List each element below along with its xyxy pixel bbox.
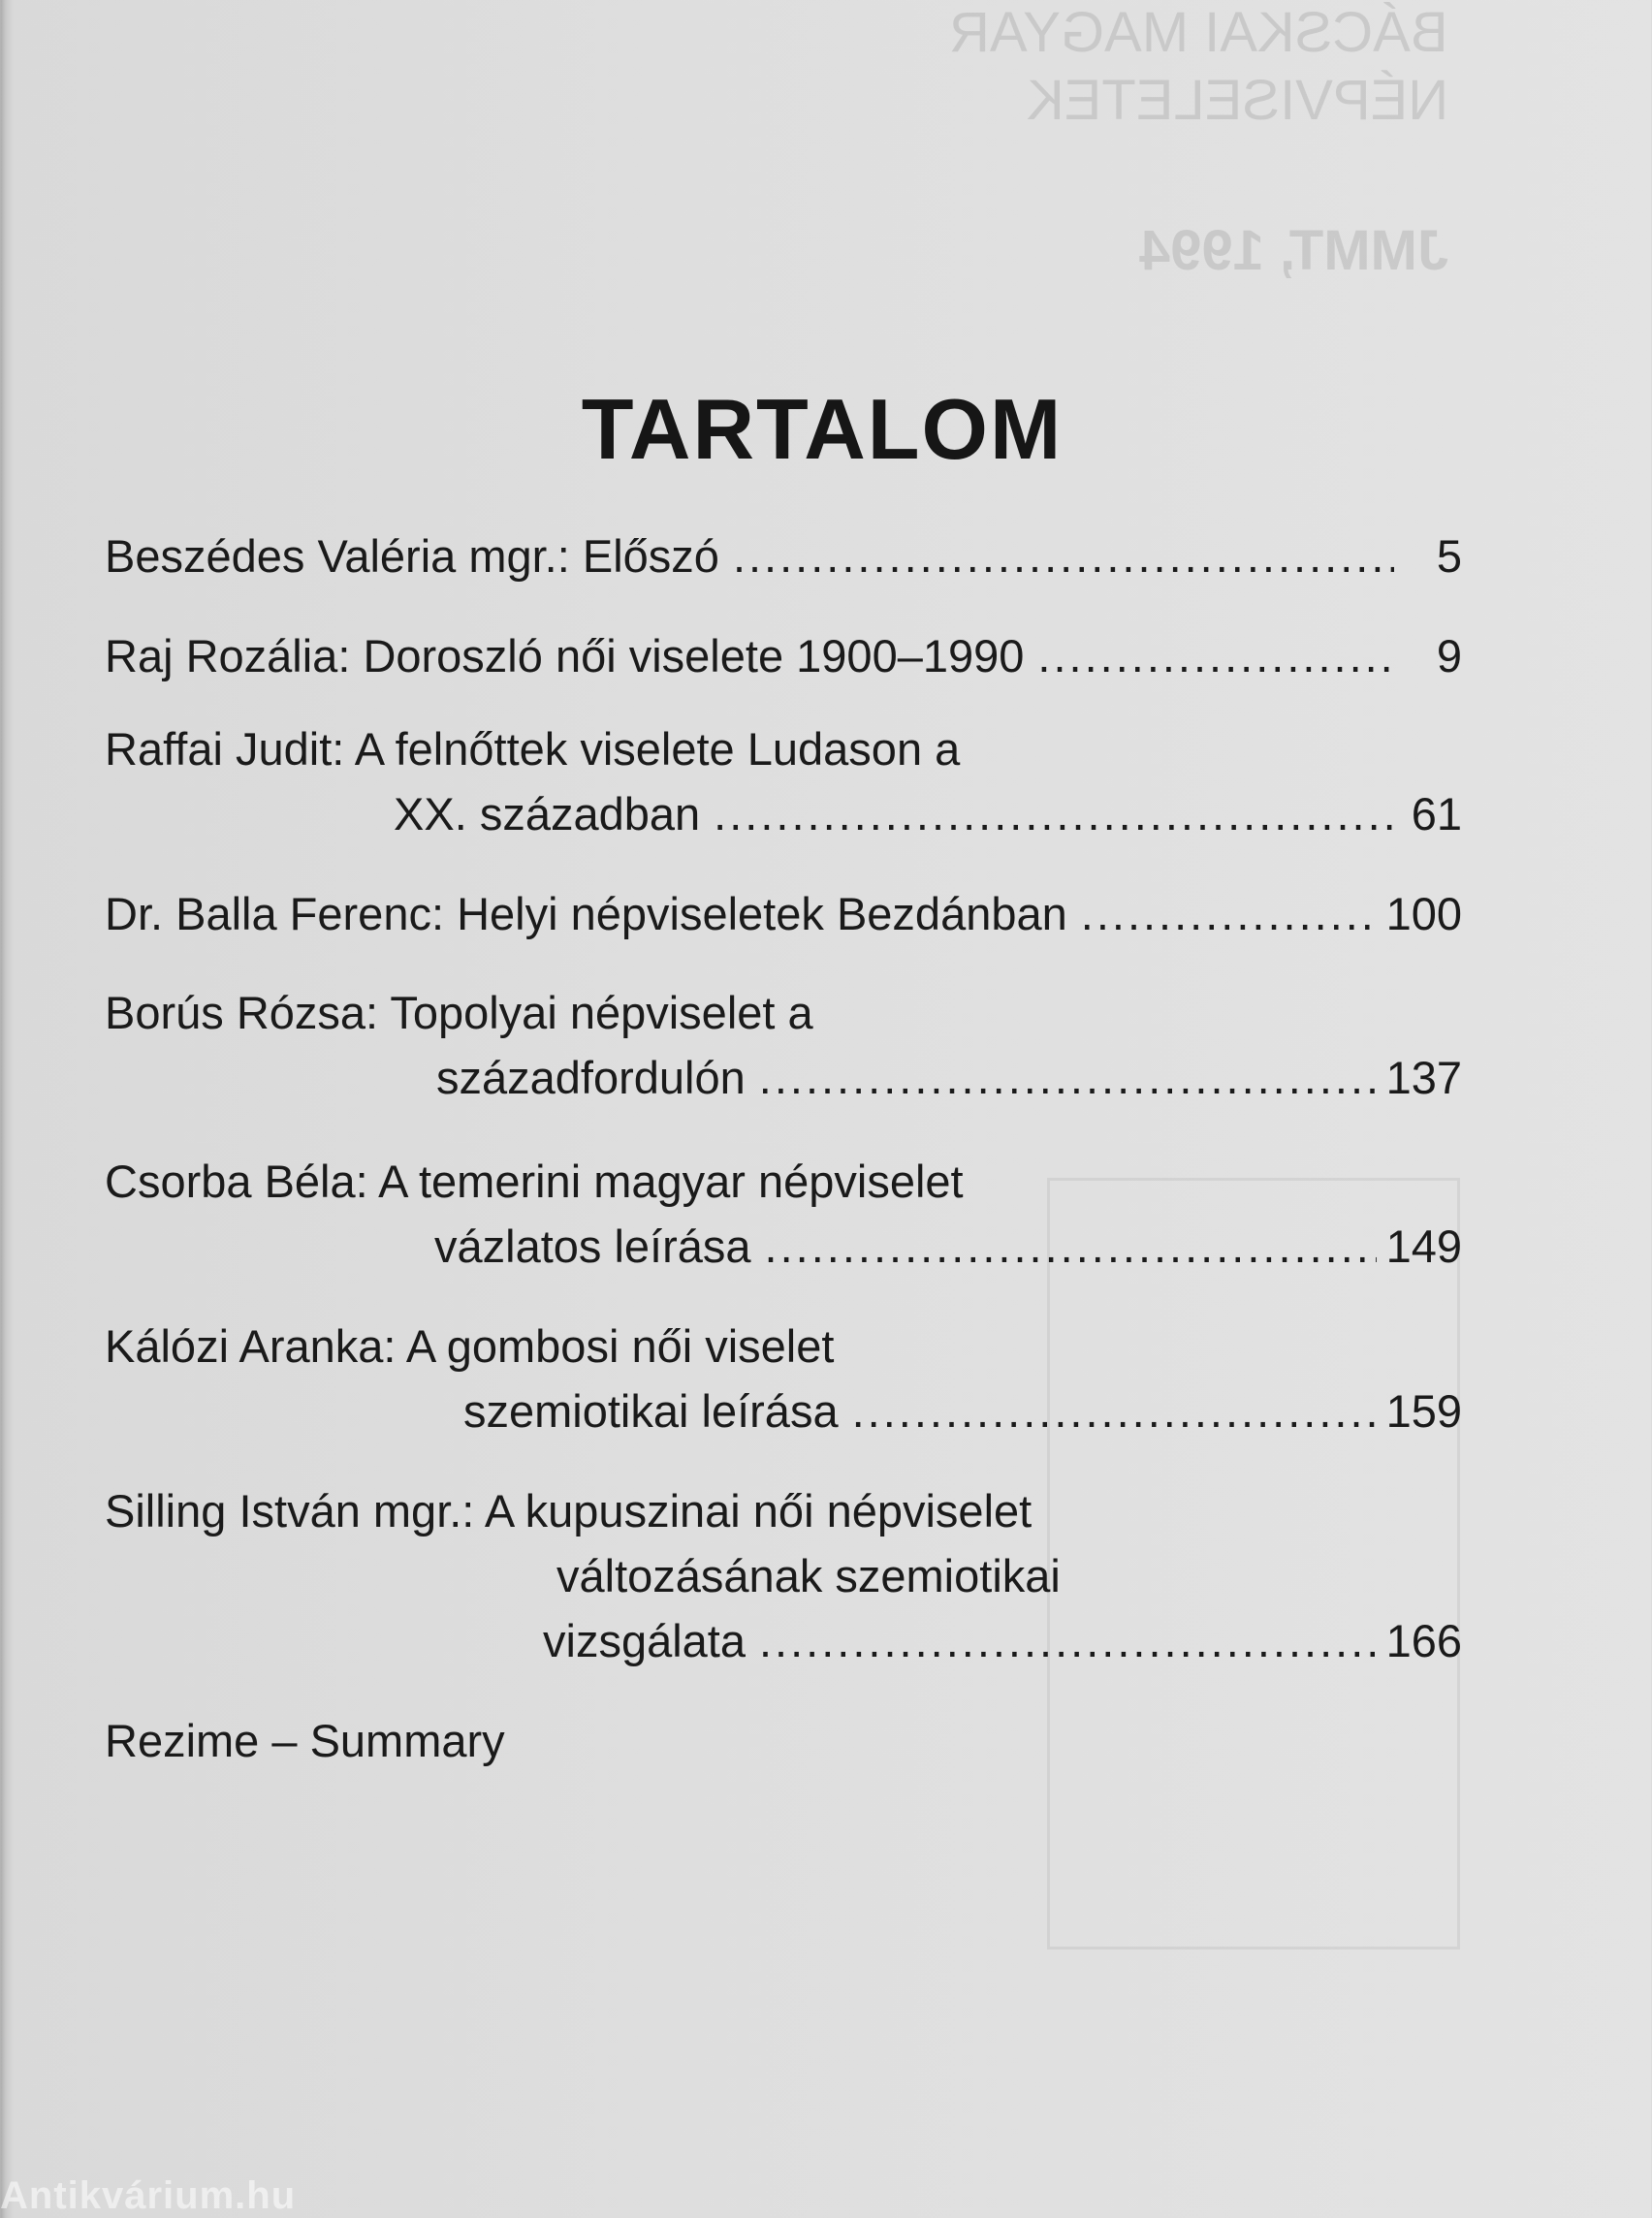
toc-entry-text: XX. században [394,788,701,840]
bleed-through-text: NÉPVISELETEK [1026,69,1448,132]
table-of-contents [105,523,1462,1773]
toc-page-number: 9 [1436,630,1462,681]
toc-page-number: 159 [1385,1385,1462,1437]
dot-leader [765,1214,1377,1279]
page-title: TARTALOM [581,381,1064,477]
toc-page-number: 61 [1411,788,1462,840]
toc-entry-text: Dr. Balla Ferenc: Helyi népviseletek Bezdánban [105,888,1067,939]
toc-entry-text: Rezime – Summary [105,1715,505,1766]
toc-entry [105,1149,1462,1279]
toc-page-number: 137 [1385,1052,1462,1103]
toc-entry [105,716,1462,846]
toc-entry-text: Csorba Béla: A temerini magyar népviselet [105,1156,964,1207]
toc-entry-text: Borús Rózsa: Topolyai népviselet a [105,987,813,1038]
toc-entry [105,1478,1462,1673]
watermark: Antikvárium.hu [0,2174,297,2217]
toc-entry-text: Raj Rozália: Doroszló női viselete 1900–1990 [105,630,1025,681]
dot-leader [1037,623,1394,688]
toc-entry-text: vázlatos leírása [434,1220,751,1272]
toc-entry [105,1314,1462,1443]
toc-entry-text: Silling István mgr.: A kupuszinai női népviselet [105,1485,1032,1537]
toc-entry-text: Raffai Judit: A felnőttek viselete Ludason a [105,723,961,775]
toc-entry [105,623,1462,688]
toc-entry [105,523,1462,588]
bleed-through-text: BÁCSKAI MAGYAR [949,1,1448,64]
toc-entry-text: szemiotikai leírása [463,1385,839,1437]
dot-leader [1081,881,1377,946]
toc-entry-text: vizsgálata [543,1615,746,1666]
dot-leader [759,1608,1377,1673]
toc-page-number: 166 [1385,1615,1462,1666]
toc-entry [105,1708,1462,1773]
toc-entry-text: Beszédes Valéria mgr.: Előszó [105,530,719,582]
dot-leader [759,1045,1377,1110]
dot-leader [852,1378,1377,1443]
toc-page-number: 5 [1436,530,1462,582]
toc-entry-text: változásának szemiotikai [556,1550,1061,1601]
toc-page-number: 149 [1385,1220,1462,1272]
dot-leader [733,523,1394,588]
dot-leader [714,781,1394,846]
toc-entry-text: Kálózi Aranka: A gombosi női viselet [105,1320,835,1372]
toc-entry [105,881,1462,946]
toc-entry [105,980,1462,1110]
toc-page-number: 100 [1385,888,1462,939]
bleed-through-text: JMMT, 1994 [1138,219,1448,282]
toc-entry-text: századfordulón [436,1052,746,1103]
